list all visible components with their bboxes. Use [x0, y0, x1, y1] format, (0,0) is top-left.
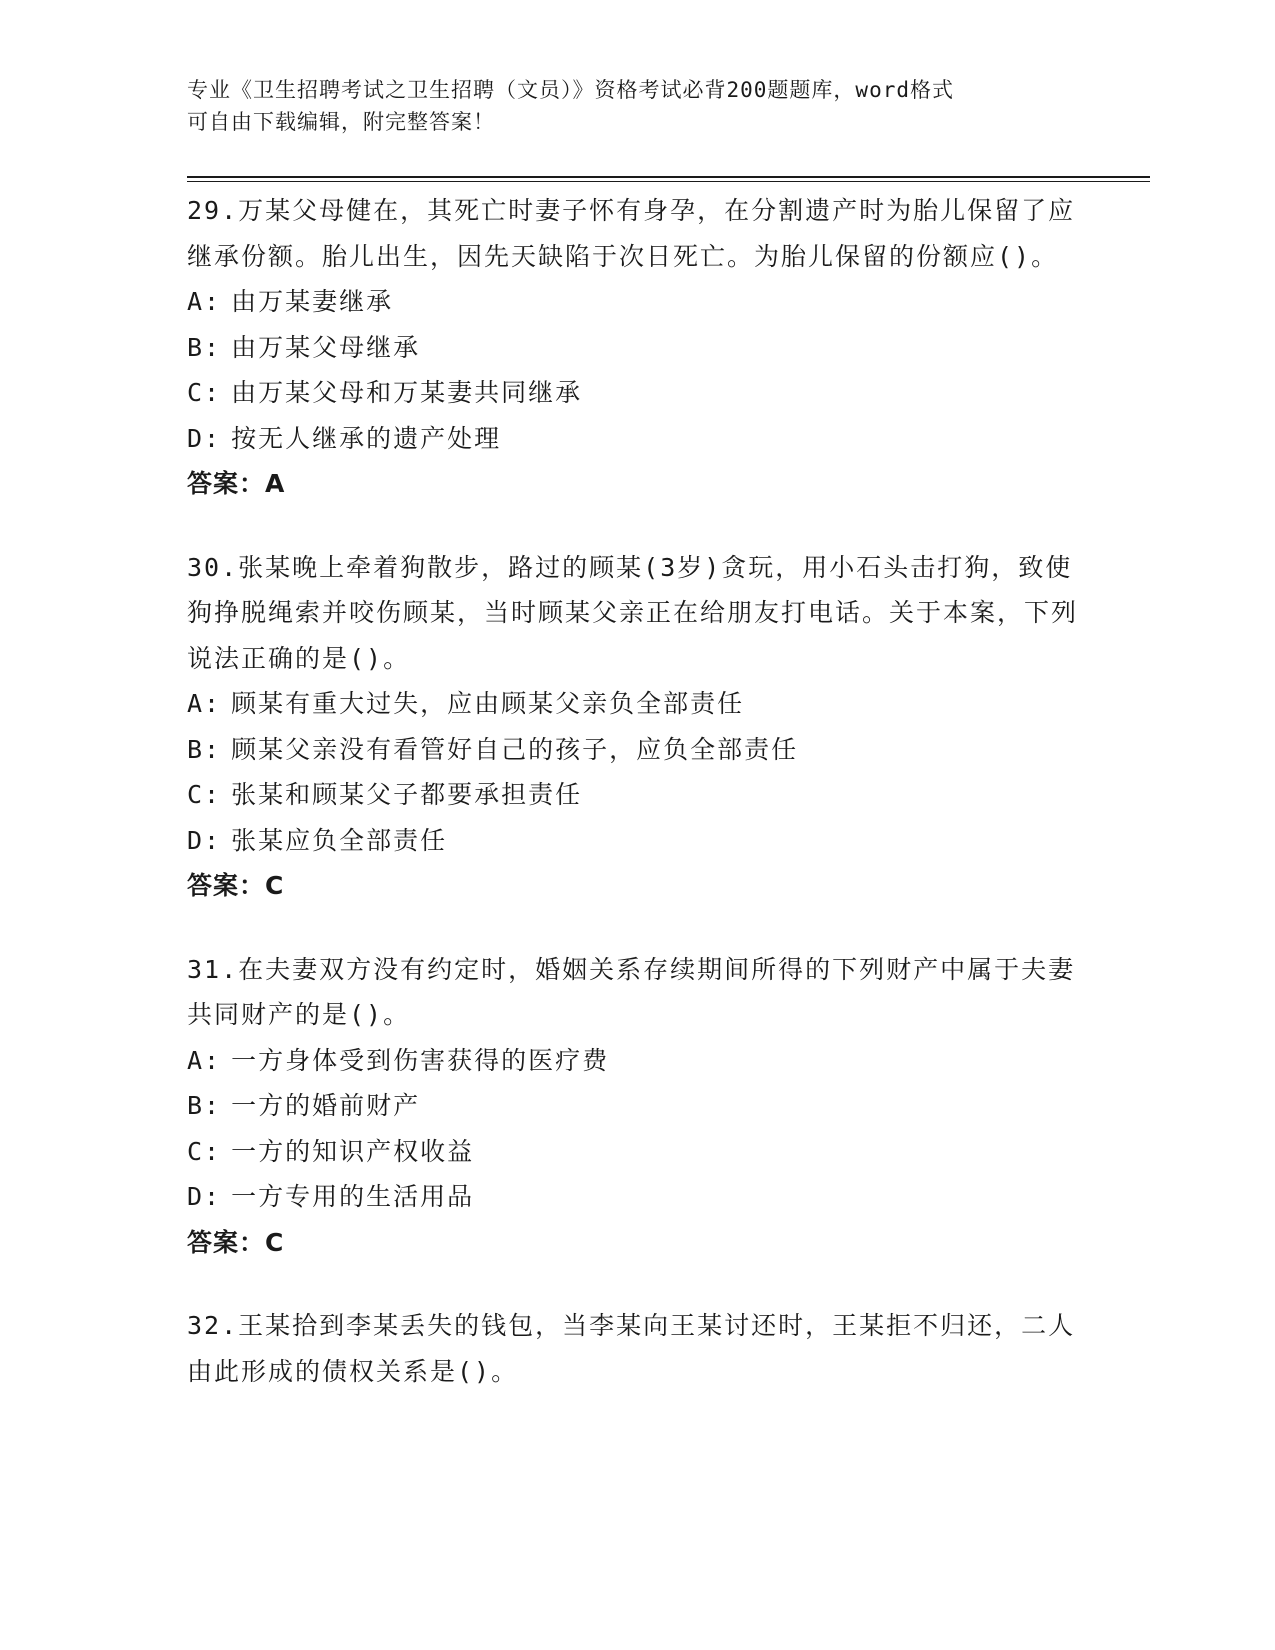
option-text: 张某和顾某父子都要承担责任 — [231, 780, 583, 809]
option-text: 一方身体受到伤害获得的医疗费 — [231, 1045, 610, 1075]
option-label: C: — [187, 780, 222, 809]
question-32 — [187, 1303, 1087, 1394]
option-label: C: — [187, 1136, 222, 1166]
option-text: 由万某父母继承 — [231, 332, 421, 362]
question-stem: 30.张某晚上牵着狗散步，路过的顾某(3岁)贪玩，用小石头击打狗，致使狗挣脱绳索并咬伤顾某，当时顾某父亲正在给朋友打电话。关于本案，下列说法正确的是()。 — [187, 552, 1079, 673]
option-d — [187, 1174, 1087, 1220]
option-label: B: — [187, 332, 222, 362]
question-stem: 29.万某父母健在，其死亡时妻子怀有身孕，在分割遗产时为胎儿保留了应继承份额。胎儿出生，因先天缺陷于次日死亡。为胎儿保留的份额应()。 — [187, 196, 1076, 271]
option-label: D: — [187, 825, 222, 855]
option-text: 一方的知识产权收益 — [231, 1136, 475, 1166]
option-label: B: — [187, 734, 222, 764]
answer-line: 答案：A — [187, 469, 286, 498]
option-d — [187, 416, 1087, 462]
option-text: 顾某父亲没有看管好自己的孩子，应负全部责任 — [231, 734, 799, 764]
option-label: C: — [187, 378, 222, 407]
option-text: 按无人继承的遗产处理 — [231, 423, 502, 453]
question-31 — [187, 947, 1087, 1266]
option-a — [187, 279, 1087, 325]
option-c — [187, 1129, 1087, 1175]
option-a — [187, 1038, 1087, 1084]
answer-line: 答案：C — [187, 1227, 285, 1257]
option-b — [187, 727, 1087, 773]
answer-line: 答案：C — [187, 871, 285, 900]
option-a — [187, 681, 1087, 727]
document-header — [187, 74, 1087, 138]
option-text: 一方的婚前财产 — [231, 1091, 421, 1120]
option-label: B: — [187, 1091, 222, 1120]
option-b — [187, 325, 1087, 371]
option-text: 顾某有重大过失，应由顾某父亲负全部责任 — [231, 689, 745, 718]
option-label: D: — [187, 423, 222, 453]
header-divider-thin — [187, 181, 1150, 182]
option-text: 一方专用的生活用品 — [231, 1182, 475, 1211]
option-label: A: — [187, 287, 222, 316]
option-c — [187, 370, 1087, 416]
option-text: 由万某妻继承 — [231, 287, 394, 316]
header-line-1: 专业《卫生招聘考试之卫生招聘（文员）》资格考试必背200题题库，word格式 — [187, 78, 954, 102]
question-stem: 32.王某拾到李某丢失的钱包，当李某向王某讨还时，王某拒不归还，二人由此形成的债权关系是()。 — [187, 1311, 1076, 1386]
question-stem: 31.在夫妻双方没有约定时，婚姻关系存续期间所得的下列财产中属于夫妻共同财产的是()。 — [187, 954, 1076, 1029]
header-divider-thick — [187, 176, 1150, 178]
option-text: 张某应负全部责任 — [231, 825, 448, 855]
option-d — [187, 818, 1087, 864]
option-label: A: — [187, 689, 222, 718]
question-list — [187, 188, 1087, 1432]
question-30 — [187, 545, 1087, 909]
option-c — [187, 772, 1087, 818]
option-label: A: — [187, 1045, 222, 1075]
option-text: 由万某父母和万某妻共同继承 — [231, 378, 583, 407]
header-line-2: 可自由下载编辑，附完整答案！ — [187, 110, 495, 134]
option-label: D: — [187, 1182, 222, 1211]
option-b — [187, 1083, 1087, 1129]
question-29 — [187, 188, 1087, 507]
